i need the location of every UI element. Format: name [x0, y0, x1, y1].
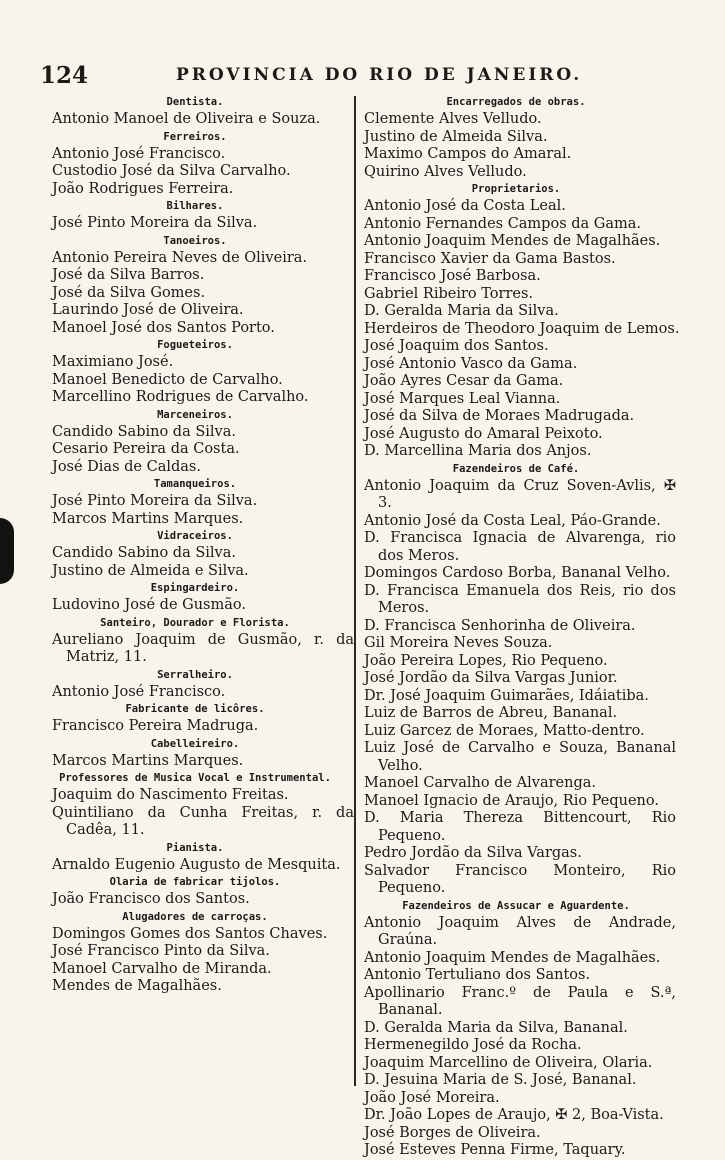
section	[356, 461, 676, 898]
section	[36, 198, 354, 233]
directory-entry: José da Silva de Moraes Madrugada.	[364, 408, 635, 424]
directory-entry: Antonio Manoel de Oliveira e Souza.	[52, 111, 321, 127]
directory-entry: José Pinto Moreira da Silva.	[52, 215, 258, 231]
directory-entry: José Francisco Pinto da Silva.	[52, 943, 270, 959]
directory-entry: José Dias de Caldas.	[52, 458, 201, 475]
directory-entry: Dr. João Lopes de Araujo, ✠ 2, Boa-Vista.	[364, 1107, 664, 1123]
directory-entry: Luiz Garcez de Moraes, Matto-dentro.	[364, 722, 645, 739]
section-heading: Marceneiros.	[157, 408, 233, 421]
directory-entry: Antonio José Francisco.	[52, 145, 226, 162]
directory-entry: Luiz José de Carvalho e Souza, Bananal Velho.	[364, 740, 676, 774]
section-heading: Proprietarios.	[471, 183, 561, 195]
directory-entry: Clemente Alves Velludo.	[364, 111, 542, 127]
directory-entry: Marcos Martins Marques.	[52, 510, 244, 527]
directory-entry: José Augusto do Amaral Peixoto.	[364, 425, 603, 442]
running-title: PROVINCIA DO RIO DE JANEIRO.	[176, 65, 583, 85]
section	[36, 407, 354, 477]
directory-entry: D. Geralda Maria da Silva.	[364, 303, 559, 319]
directory-entry: D. Jesuina Maria de S. José, Bananal.	[364, 1072, 637, 1088]
section-heading: Fazendeiros de Assucar e Aguardente.	[402, 899, 630, 912]
directory-entry: Gabriel Ribeiro Torres.	[364, 285, 534, 302]
directory-entry: Hermenegildo José da Rocha.	[364, 1037, 582, 1053]
directory-entry: Antonio Fernandes Campos da Gama.	[364, 215, 642, 232]
directory-entry: Manoel José dos Santos Porto.	[52, 319, 275, 336]
section	[36, 667, 354, 702]
directory-entry: Candido Sabino da Silva.	[52, 545, 236, 561]
directory-entry: Herdeiros de Theodoro Joaquim de Lemos.	[364, 320, 680, 337]
directory-entry: Joaquim do Nascimento Freitas.	[52, 787, 289, 803]
directory-entry: João Ayres Cesar da Gama.	[364, 373, 564, 389]
directory-entry: D. Francisca Ignacia de Alvarenga, rio dos Meros.	[364, 530, 676, 564]
directory-entry: Dr. José Joaquim Guimarães, Idáiatiba.	[364, 687, 649, 704]
directory-entry: Mendes de Magalhães.	[52, 978, 222, 994]
directory-entry: D. Francisca Senhorinha de Oliveira.	[364, 617, 636, 634]
directory-entry: João Rodrigues Ferreira.	[52, 180, 234, 197]
directory-entry: José Joaquim dos Santos.	[364, 338, 549, 354]
directory-entry: José Jordão da Silva Vargas Junior.	[364, 670, 618, 686]
section	[36, 701, 354, 736]
section-heading: Tanoeiros.	[163, 234, 227, 247]
directory-entry: Apollinario Franc.º de Paula e S.ª, Bananal.	[364, 984, 676, 1018]
section-heading: Fogueteiros.	[157, 339, 233, 351]
directory-entry: José Antonio Vasco da Gama.	[364, 355, 578, 372]
section	[36, 909, 354, 996]
section-heading: Bilhares.	[166, 200, 224, 212]
directory-entry: Gil Moreira Neves Souza.	[364, 635, 553, 651]
directory-entry: Maximo Campos do Amaral.	[364, 146, 572, 162]
directory-entry: Quirino Alves Velludo.	[364, 163, 527, 180]
directory-entry: Candido Sabino da Silva.	[52, 423, 236, 440]
directory-entry: Antonio Joaquim Mendes de Magalhães.	[364, 233, 661, 249]
section	[36, 337, 354, 407]
section	[356, 898, 676, 1160]
directory-entry: João Pereira Lopes, Rio Pequeno.	[364, 652, 608, 669]
directory-entry: Luiz de Barros de Abreu, Bananal.	[364, 705, 618, 721]
directory-entry: Manoel Carvalho de Miranda.	[52, 960, 272, 977]
directory-entry: Antonio José da Costa Leal, Páo-Grande.	[364, 512, 661, 529]
directory-entry: Cesario Pereira da Costa.	[52, 441, 240, 457]
directory-entry: Quintiliano da Cunha Freitas, r. da Cadêa, 11.	[52, 804, 354, 838]
directory-entry: José Pinto Moreira da Silva.	[52, 493, 258, 509]
left-column	[36, 94, 354, 996]
right-column	[356, 94, 680, 1160]
directory-entry: José Esteves Penna Firme, Taquary.	[364, 1142, 626, 1158]
section-heading: Pianista.	[166, 841, 224, 854]
ink-blot	[0, 518, 14, 584]
section-heading: Fazendeiros de Café.	[452, 462, 580, 475]
directory-entry: Francisco Xavier da Gama Bastos.	[364, 250, 616, 267]
directory-entry: Antonio Tertuliano dos Santos.	[364, 967, 591, 983]
directory-entry: José Marques Leal Vianna.	[364, 390, 561, 407]
directory-entry: Marcellino Rodrigues de Carvalho.	[52, 389, 309, 405]
directory-entry: Domingos Cardoso Borba, Bananal Velho.	[364, 565, 671, 581]
directory-entry: Antonio José da Costa Leal.	[364, 198, 566, 214]
directory-entry: Custodio José da Silva Carvalho.	[52, 163, 291, 179]
directory-entry: Manoel Ignacio de Araujo, Rio Pequeno.	[364, 792, 659, 809]
directory-entry: José da Silva Barros.	[52, 267, 205, 283]
directory-entry: José da Silva Gomes.	[52, 284, 206, 301]
section-heading: Encarregados de obras.	[446, 96, 586, 108]
section	[36, 874, 354, 909]
directory-entry: Arnaldo Eugenio Augusto de Mesquita.	[52, 856, 341, 873]
section-heading: Fabricante de licôres.	[125, 703, 265, 715]
section	[36, 129, 354, 199]
section	[356, 181, 680, 461]
section-heading: Olaria de fabricar tijolos.	[109, 876, 281, 888]
section	[36, 840, 354, 875]
section	[36, 580, 354, 615]
section	[356, 94, 676, 181]
directory-entry: D. Maria Thereza Bittencourt, Rio Pequeno.	[364, 810, 676, 844]
directory-entry: Manoel Benedicto de Carvalho.	[52, 371, 283, 388]
directory-entry: José Borges de Oliveira.	[364, 1124, 541, 1141]
directory-entry: Maximiano José.	[52, 354, 174, 370]
section-heading: Vidraceiros.	[157, 530, 233, 542]
directory-entry: João Francisco dos Santos.	[52, 891, 250, 907]
directory-entry: Antonio Joaquim Mendes de Magalhães.	[364, 949, 661, 966]
directory-entry: Domingos Gomes dos Santos Chaves.	[52, 925, 328, 942]
directory-entry: Pedro Jordão da Silva Vargas.	[364, 845, 582, 861]
section	[36, 615, 354, 667]
section	[36, 94, 354, 129]
directory-entry: Francisco José Barbosa.	[364, 268, 541, 284]
directory-entry: Antonio Pereira Neves de Oliveira.	[52, 249, 308, 266]
directory-entry: D. Geralda Maria da Silva, Bananal.	[364, 1019, 628, 1036]
directory-entry: Francisco Pereira Madruga.	[52, 718, 259, 734]
page-header	[36, 62, 686, 88]
section	[36, 476, 354, 528]
section-heading: Ferreiros.	[163, 130, 227, 143]
directory-entry: João José Moreira.	[364, 1089, 500, 1106]
section-heading: Serralheiro.	[157, 668, 233, 681]
section-heading: Espingardeiro.	[150, 582, 240, 594]
directory-entry: Joaquim Marcellino de Oliveira, Olaria.	[364, 1054, 653, 1071]
section-heading: Cabelleireiro.	[150, 737, 240, 750]
directory-entry: Antonio Joaquim Alves de Andrade, Graúna.	[364, 914, 676, 948]
directory-entry: D. Francisca Emanuela dos Reis, rio dos Meros.	[364, 582, 676, 616]
directory-entry: D. Marcellina Maria dos Anjos.	[364, 443, 592, 459]
directory-entry: Aureliano Joaquim de Gusmão, r. da Matriz, 11.	[52, 631, 354, 665]
directory-entry: Salvador Francisco Monteiro, Rio Pequeno.	[364, 862, 676, 896]
section	[36, 736, 354, 771]
directory-entry: Antonio José Francisco.	[52, 683, 226, 700]
section-heading: Professores de Musica Vocal e Instrumental.	[59, 772, 331, 784]
directory-entry: Justino de Almeida Silva.	[364, 128, 548, 145]
section-heading: Dentista.	[166, 96, 224, 108]
directory-entry: Justino de Almeida e Silva.	[52, 562, 249, 579]
section	[36, 233, 354, 338]
directory-entry: Marcos Martins Marques.	[52, 752, 244, 769]
directory-entry: Laurindo José de Oliveira.	[52, 302, 244, 318]
directory-entry: Antonio Joaquim da Cruz Soven-Avlis, ✠ 3.	[364, 477, 676, 511]
section	[36, 770, 354, 840]
section	[36, 528, 354, 580]
page-number: 124	[40, 62, 89, 89]
section-heading: Tamanqueiros.	[153, 478, 237, 490]
section-heading: Santeiro, Dourador e Florista.	[100, 616, 290, 629]
directory-entry: Manoel Carvalho de Alvarenga.	[364, 775, 597, 791]
directory-entry: Ludovino José de Gusmão.	[52, 597, 246, 613]
section-heading: Alugadores de carroças.	[122, 910, 268, 923]
